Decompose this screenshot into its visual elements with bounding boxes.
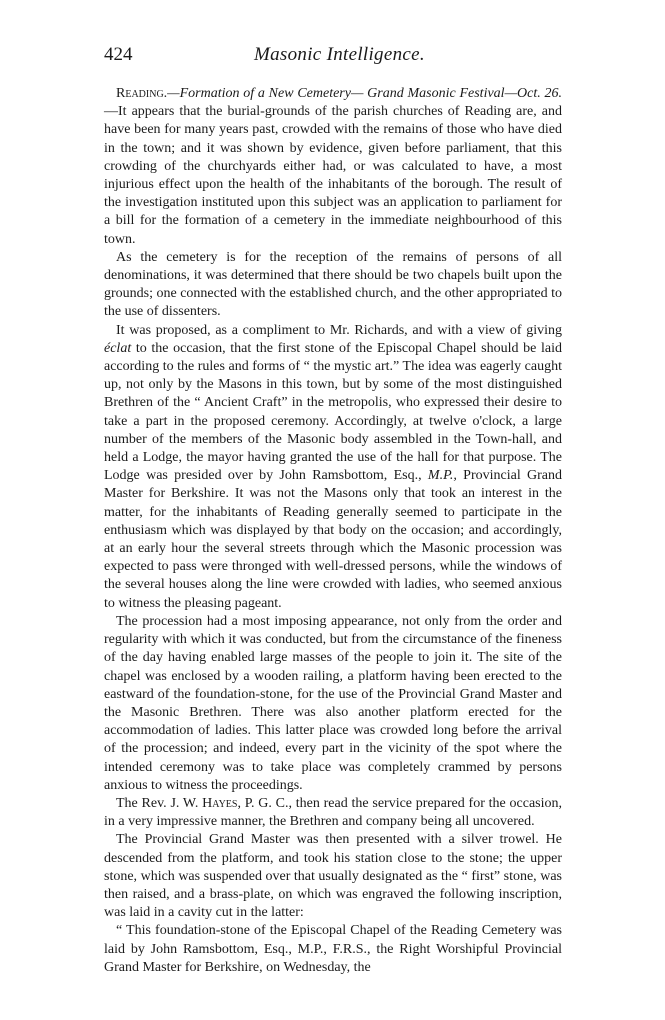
paragraph-text: , P. G. C., then read the service prepared for the occasion, in a very impressive manner, the Brethren and company being all uncovered. <box>104 795 562 830</box>
paragraph-trowel: The Provincial Grand Master was then presented with a silver trowel. He descended from the platform, and took his station close to the stone; the upper stone, which was suspended over that usually designated as the “ first” stone, was then raised, and a brass-plate, on which was engraved the following inscription, was laid in a cavity cut in the latter: <box>104 832 562 921</box>
paragraph-procession: The procession had a most imposing appearance, not only from the order and regularity with which it was conducted, but from the circumstance of the fineness of the day having enabled large masses of the people to join it. The site of the chapel was enclosed by a wooden railing, a platform having been erected to the eastward of the foundation-stone, for the use of the Provincial Grand Master and the Masonic Brethren. There was also another platform erected for the accommodation of ladies. This latter place was crowded long before the arrival of the procession; and indeed, every part in the vicinity of the spot where the intended ceremony was to take place was completely crammed by persons anxious to witness the proceedings. <box>104 613 562 793</box>
person-name: Hayes <box>202 795 238 811</box>
paragraph-proposal <box>104 322 562 613</box>
paragraph-text: It was proposed, as a compliment to Mr. Richards, and with a view of giving <box>116 322 562 338</box>
paragraph-service <box>104 795 562 831</box>
article-headline: —Formation of a New Cemetery— Grand Masonic Festival—Oct. 26. <box>167 86 562 101</box>
paragraph-denominations: As the cemetery is for the reception of the remains of persons of all denominations, it was determined that there should be two chapels built upon the grounds; one connected with the established church, and the other appropriated to the use of dissenters. <box>104 249 562 320</box>
page-number: 424 <box>104 44 133 65</box>
paragraph-text: Provincial Grand Master for Berkshire. It was not the Masons only that took an interest in the matter, for the inhabitants of Reading generally seemed to participate in the enthusiasm which was displayed by that body on the occasion; and accordingly, at an early hour the several streets through which the Masonic procession was expected to pass were thronged with well-dressed persons, while the windows of the several houses along the line were crowded with ladies, who seemed anxious to witness the pleasing pageant. <box>104 468 563 611</box>
paragraph-inscription: “ This foundation-stone of the Episcopal Chapel of the Reading Cemetery was laid by John Ramsbottom, Esq., M.P., F.R.S., the Right Worshipful Provincial Grand Master for Berkshire, on Wednesday, the <box>104 923 562 975</box>
italic-title: M.P., <box>427 468 457 484</box>
running-head <box>104 44 564 70</box>
running-title: Masonic Intelligence. <box>254 44 425 65</box>
place-name: Reading. <box>116 86 168 101</box>
paragraph-text: The Rev. J. W. <box>116 795 199 811</box>
italic-word: éclat <box>104 340 132 356</box>
paragraph-text: to the occasion, that the first stone of the Episcopal Chapel should be laid according to the rules and forms of “ the mystic art.” The idea was eagerly caught up, not only by the Masons in this town, but by some of the most distinguished Brethren of the “ Ancient Craft” in the metropolis, who expressed their desire to take a part in the proposed ceremony. Accordingly, at twelve o'clock, a large number of the members of the Masonic body assembled in the Town-hall, and held a Lodge, the mayor having granted the use of the hall for that purpose. The Lodge was presided over by John Ramsbottom, Esq., <box>104 340 562 484</box>
article-body <box>104 85 562 977</box>
paragraph-intro <box>104 85 562 249</box>
paragraph-text: —It appears that the burial-grounds of the parish churches of Reading are, and have been for many years past, crowded with the remains of those who have died in the town; and it was shown by evidence, given before parliament, that this crowding of the churchyards either had, or was calculated to have, a most injurious effect upon the health of the inhabitants of the borough. The result of the investigation instituted upon this subject was an application to parliament for a bill for the formation of a cemetery in the immediate neighbourhood of this town. <box>104 104 562 247</box>
